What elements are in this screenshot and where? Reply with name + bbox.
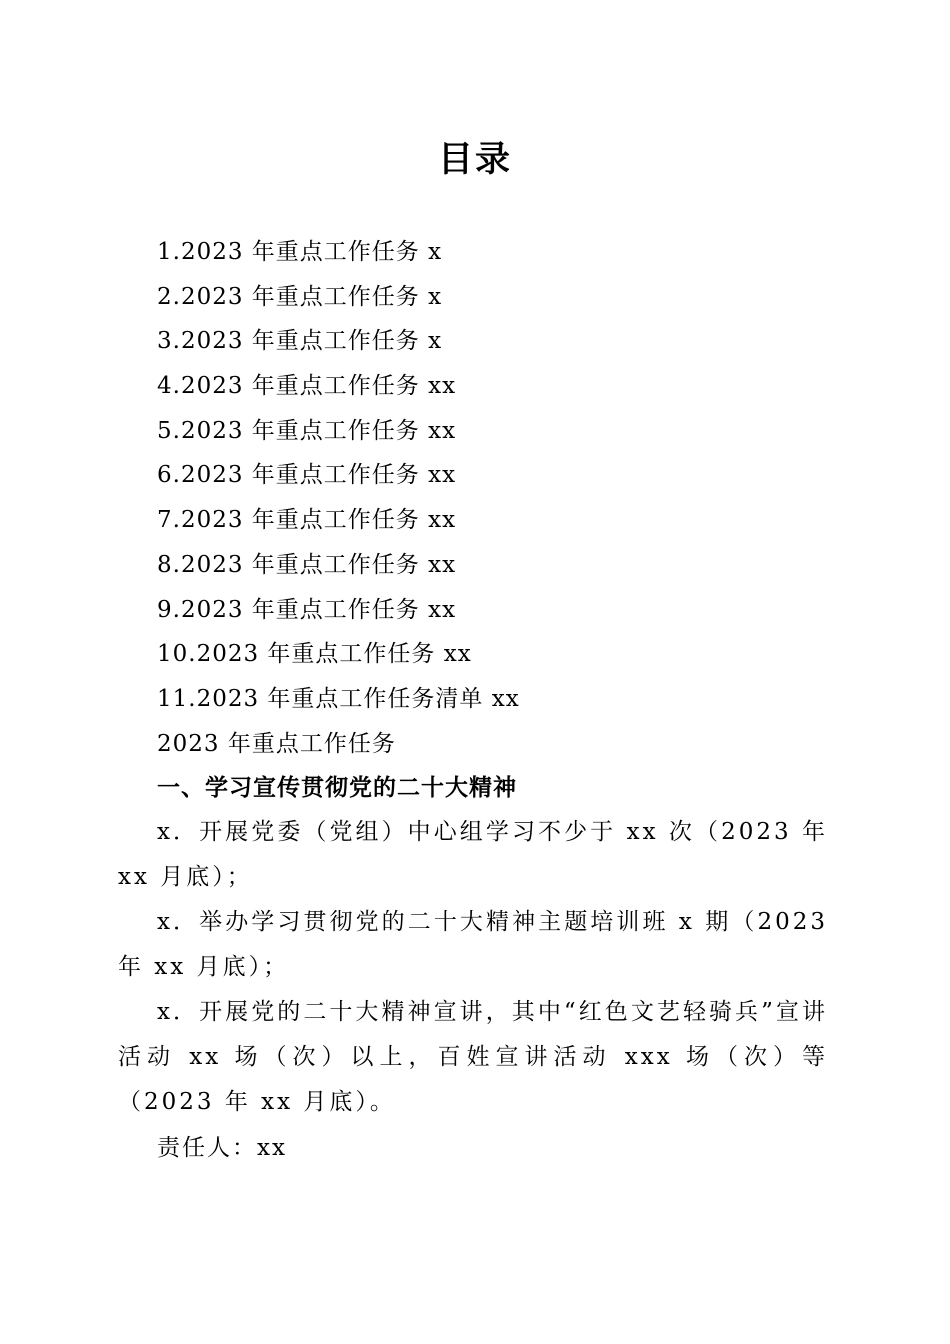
toc-item: 1.2023 年重点工作任务 x (157, 239, 443, 265)
toc-item: 9.2023 年重点工作任务 xx (157, 596, 457, 623)
toc-item: 3.2023 年重点工作任务 x (157, 328, 443, 355)
toc-item: 7.2023 年重点工作任务 xx (157, 507, 457, 534)
paragraph: x．举办学习贯彻党的二十大精神主题培训班 x 期（2023 年 xx 月底）； (118, 909, 828, 980)
toc-item: 8.2023 年重点工作任务 xx (157, 551, 457, 578)
paragraph: x．开展党的二十大精神宣讲，其中“红色文艺轻骑兵”宣讲活动 xx 场（次）以上，百姓宣讲活动 xxx 场（次）等（2023 年 xx 月底）。 (118, 999, 828, 1115)
document-body (118, 766, 828, 1171)
responsible-person: 责任人：xx (157, 1135, 287, 1161)
toc-item: 4.2023 年重点工作任务 xx (157, 373, 457, 400)
paragraph: x．开展党委（党组）中心组学习不少于 xx 次（2023 年 xx 月底）； (118, 819, 828, 890)
toc-item: 2.2023 年重点工作任务 x (157, 283, 443, 310)
section-heading: 一、学习宣传贯彻党的二十大精神 (157, 775, 517, 801)
toc-title: 目录 (437, 140, 512, 180)
toc-item: 2023 年重点工作任务 (157, 730, 396, 757)
table-of-contents (157, 230, 837, 766)
toc-item: 6.2023 年重点工作任务 xx (157, 462, 457, 489)
toc-item: 10.2023 年重点工作任务 xx (157, 641, 472, 668)
toc-item: 11.2023 年重点工作任务清单 xx (157, 685, 520, 712)
toc-item: 5.2023 年重点工作任务 xx (157, 417, 457, 444)
